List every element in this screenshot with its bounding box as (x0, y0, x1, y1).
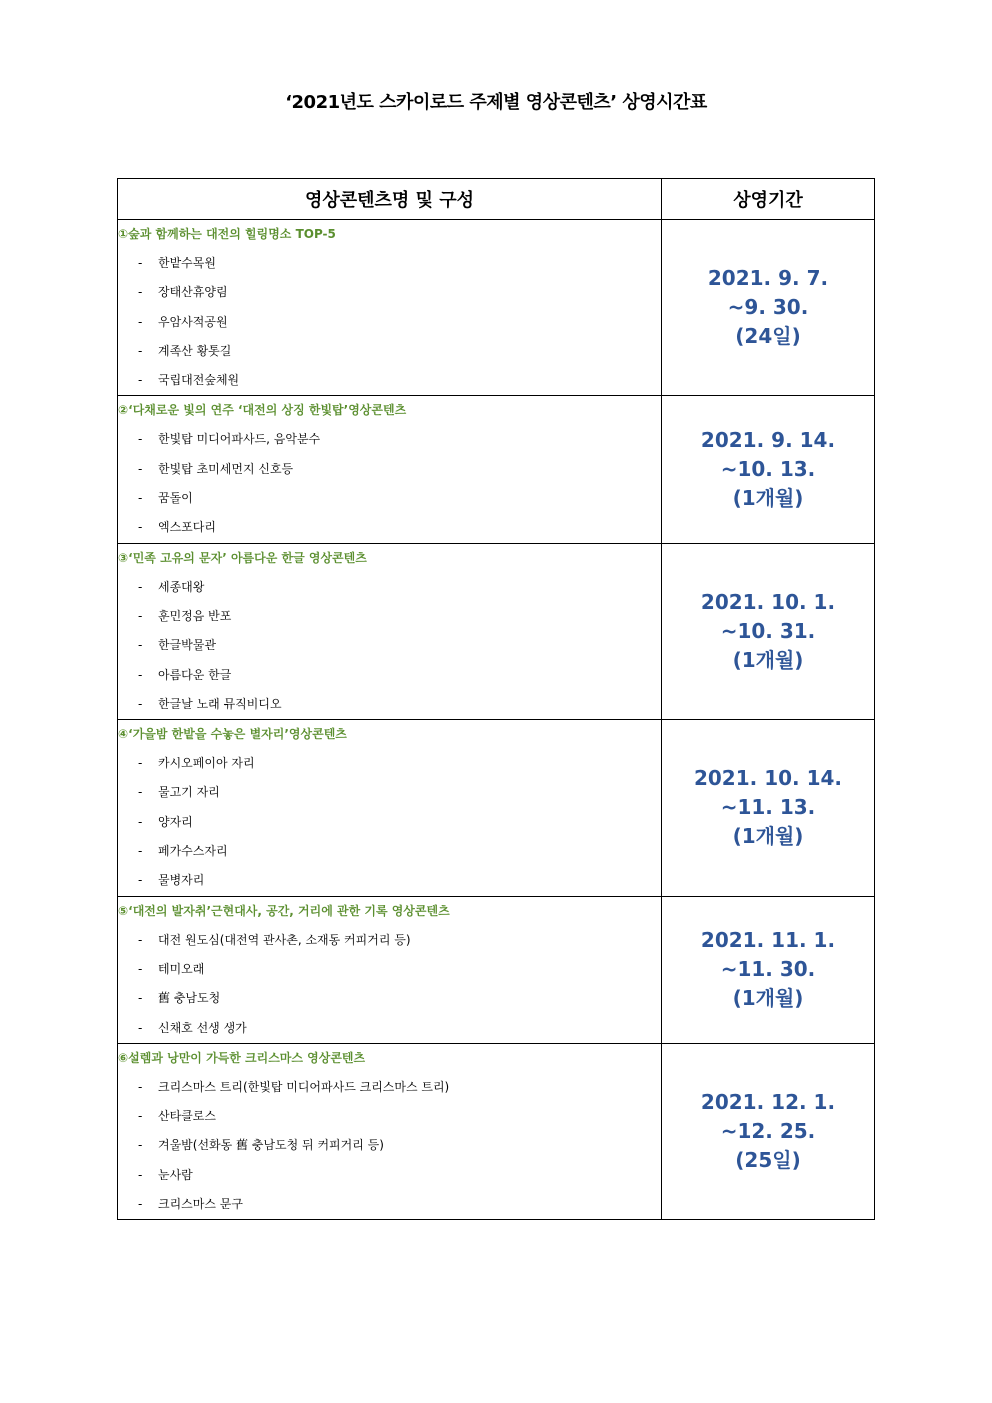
header-content: 영상콘텐츠명 및 구성 (118, 179, 662, 220)
list-item (118, 573, 661, 602)
content-cell (118, 220, 662, 396)
header-period: 상영기간 (662, 179, 875, 220)
list-item (118, 513, 661, 542)
schedule-table (117, 178, 875, 1220)
content-cell (118, 396, 662, 543)
period-line: (24일) (735, 324, 801, 349)
list-dash: - (138, 491, 143, 506)
list-item-text: 산타클로스 (158, 1109, 216, 1124)
list-item-text: 카시오페이아 자리 (158, 756, 255, 771)
period-line: ~10. 13. (720, 457, 816, 482)
list-dash: - (138, 1109, 143, 1124)
section-title: ③‘민족 고유의 문자’ 아름다운 한글 영상콘텐츠 (118, 550, 367, 565)
list-dash: - (138, 373, 143, 388)
table-row (118, 543, 875, 719)
list-dash: - (138, 314, 143, 329)
period-cell (662, 220, 875, 396)
list-item-text: 물고기 자리 (158, 785, 220, 800)
list-item (118, 425, 661, 454)
period-line: (25일) (735, 1148, 801, 1173)
list-item-text: 크리스마스 문구 (158, 1197, 243, 1212)
list-item-text: 장태산휴양림 (158, 285, 228, 300)
list-item-text: 신채호 선생 생가 (158, 1020, 247, 1035)
list-item (118, 1190, 661, 1219)
list-dash: - (138, 961, 143, 976)
list-dash: - (138, 932, 143, 947)
list-dash: - (138, 1197, 143, 1212)
period-line: 2021. 11. 1. (700, 928, 836, 953)
list-item-text: 한빛탑 미디어파사드, 음악분수 (158, 432, 321, 447)
list-item-text: 페가수스자리 (158, 844, 228, 859)
list-dash: - (138, 638, 143, 653)
list-item-text: 한빛탑 초미세먼지 신호등 (158, 461, 294, 476)
list-item-text: 계족산 황톳길 (158, 343, 232, 358)
period-line: (1개월) (732, 986, 804, 1011)
list-item (118, 1161, 661, 1190)
list-item (118, 631, 661, 660)
list-item (118, 926, 661, 955)
section-title: ⑥설렘과 낭만이 가득한 크리스마스 영상콘텐츠 (118, 1050, 366, 1065)
period-cell (662, 720, 875, 896)
list-item-text: 한글박물관 (158, 638, 216, 653)
list-item-text: 세종대왕 (158, 579, 205, 594)
period-line: (1개월) (732, 824, 804, 849)
section-title: ②‘다채로운 빛의 연주 ‘대전의 상징 한빛탑’영상콘텐츠 (118, 403, 407, 418)
list-dash: - (138, 608, 143, 623)
period-line: 2021. 9. 14. (700, 428, 836, 453)
table-body (118, 220, 875, 1220)
list-dash: - (138, 579, 143, 594)
page-title: ‘2021년도 스카이로드 주제별 영상콘텐츠’ 상영시간표 (285, 92, 707, 113)
list-item (118, 955, 661, 984)
list-dash: - (138, 256, 143, 270)
list-item (118, 1014, 661, 1043)
content-cell (118, 543, 662, 719)
list-item-text: 우암사적공원 (158, 314, 228, 329)
period-line: 2021. 10. 14. (693, 766, 843, 791)
list-dash: - (138, 461, 143, 476)
period-line: (1개월) (732, 486, 804, 511)
list-item-text: 물병자리 (158, 873, 205, 888)
list-dash: - (138, 1020, 143, 1035)
list-dash: - (138, 696, 143, 711)
list-item (118, 249, 661, 278)
table-header-row (118, 179, 875, 220)
list-item-text: 훈민정음 반포 (158, 608, 232, 623)
list-dash: - (138, 785, 143, 800)
period-line: 2021. 12. 1. (700, 1090, 836, 1115)
list-dash: - (138, 814, 143, 829)
period-cell (662, 396, 875, 543)
section-title: ⑤‘대전의 발자취’근현대사, 공간, 거리에 관한 기록 영상콘텐츠 (118, 903, 450, 918)
list-item (118, 1131, 661, 1160)
content-cell (118, 896, 662, 1043)
list-item-text: 크리스마스 트리(한빛탑 미디어파사드 크리스마스 트리) (158, 1079, 450, 1094)
list-item (118, 1102, 661, 1131)
list-item-text: 겨울밤(선화동 舊 충남도청 뒤 커피거리 등) (158, 1138, 384, 1153)
section-title: ①숲과 함께하는 대전의 힐링명소 TOP-5 (118, 227, 336, 241)
table-row (118, 896, 875, 1043)
period-line: ~12. 25. (720, 1119, 816, 1144)
list-item (118, 337, 661, 366)
list-item-text: 舊 충남도청 (158, 991, 221, 1006)
list-dash: - (138, 1167, 143, 1182)
list-item (118, 866, 661, 895)
table-row (118, 1043, 875, 1219)
list-item (118, 749, 661, 778)
table-row (118, 396, 875, 543)
list-dash: - (138, 520, 143, 535)
list-item (118, 837, 661, 866)
list-item (118, 366, 661, 395)
list-dash: - (138, 432, 143, 447)
list-item (118, 455, 661, 484)
period-line: ~10. 31. (720, 618, 816, 643)
list-item-text: 양자리 (158, 814, 193, 829)
list-dash: - (138, 1138, 143, 1153)
period-cell (662, 1043, 875, 1219)
period-line: 2021. 10. 1. (700, 589, 836, 614)
list-item-text: 꿈돌이 (158, 491, 193, 506)
period-cell (662, 543, 875, 719)
list-item-text: 한글날 노래 뮤직비디오 (158, 696, 282, 711)
period-cell (662, 896, 875, 1043)
list-item-text: 아름다운 한글 (158, 667, 232, 682)
list-item (118, 1073, 661, 1102)
list-dash: - (138, 873, 143, 888)
list-dash: - (138, 756, 143, 771)
list-item-text: 테미오래 (158, 961, 205, 976)
list-dash: - (138, 285, 143, 300)
period-line: ~11. 13. (720, 795, 816, 820)
list-item (118, 661, 661, 690)
list-dash: - (138, 991, 143, 1006)
section-title: ④‘가을밤 한밭을 수놓은 별자리’영상콘텐츠 (118, 727, 347, 742)
list-item (118, 690, 661, 719)
list-item (118, 308, 661, 337)
period-line: ~9. 30. (727, 295, 809, 320)
list-item-text: 눈사람 (158, 1167, 193, 1182)
list-item (118, 778, 661, 807)
list-item-text: 국립대전숲체원 (158, 373, 240, 388)
list-dash: - (138, 1079, 143, 1094)
list-dash: - (138, 343, 143, 358)
list-item (118, 808, 661, 837)
list-item (118, 984, 661, 1013)
table-row (118, 220, 875, 396)
period-line: (1개월) (732, 647, 804, 672)
list-dash: - (138, 667, 143, 682)
content-cell (118, 1043, 662, 1219)
list-item (118, 278, 661, 307)
content-cell (118, 720, 662, 896)
period-line: 2021. 9. 7. (707, 266, 829, 291)
period-line: ~11. 30. (720, 957, 816, 982)
list-item-text: 엑스포다리 (158, 520, 216, 535)
list-item (118, 484, 661, 513)
list-item-text: 한밭수목원 (158, 256, 216, 270)
list-item-text: 대전 원도심(대전역 관사촌, 소재동 커피거리 등) (158, 932, 411, 947)
table-row (118, 720, 875, 896)
list-item (118, 602, 661, 631)
list-dash: - (138, 844, 143, 859)
